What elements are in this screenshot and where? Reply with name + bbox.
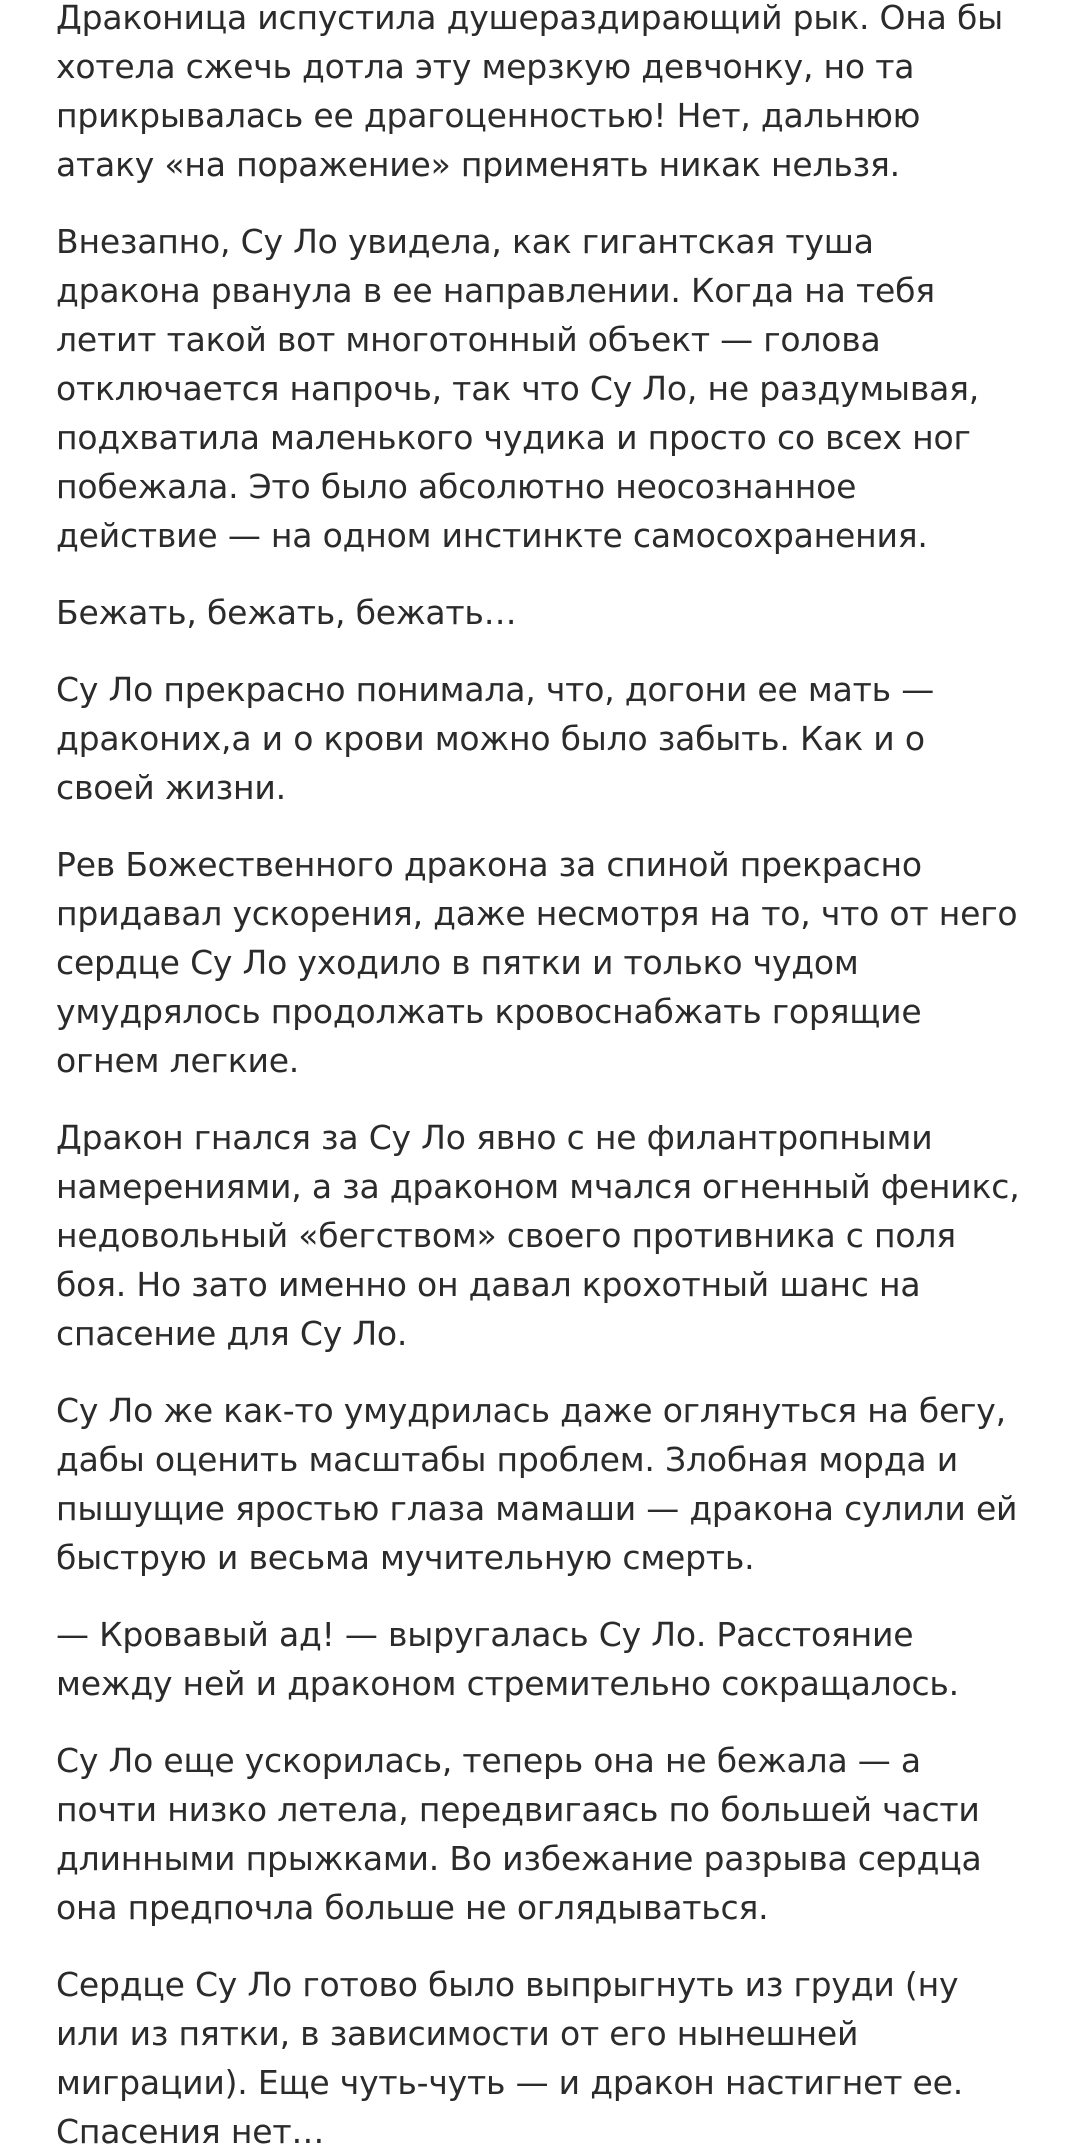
paragraph: Рев Божественного дракона за спиной прекрасно придавал ускорения, даже несмотря на то, что от него сердце Су Ло уходило в пятки и только чудом умудрялось продолжать кровоснабжать горящие огнем легкие. (56, 845, 1018, 1080)
paragraph: Драконица испустила душераздирающий рык. Она бы хотела сжечь дотла эту мерзкую девчонку, но та прикрывалась ее драгоценностью! Нет, дальнюю атаку «на поражение» применять никак нельзя. (56, 0, 1004, 184)
paragraph: Внезапно, Су Ло увидела, как гигантская туша дракона рванула в ее направлении. Когда на тебя летит такой вот многотонный объект — голова отключается напрочь, так что Су Ло, не раздумывая, подхватила маленького чудика и просто со всех ног побежала. Это было абсолютно неосознанное действие — на одном инстинкте самосохранения. (56, 222, 980, 555)
paragraph: Дракон гнался за Су Ло явно с не филантропными намерениями, а за драконом мчался огненный феникс, недовольный «бегством» своего противника с поля боя. Но зато именно он давал крохотный шанс на спасение для Су Ло. (56, 1118, 1020, 1353)
paragraph: Су Ло же как-то умудрилась даже оглянуться на бегу, дабы оценить масштабы проблем. Злобная морда и пышущие яростью глаза мамаши — дракона сулили ей быструю и весьма мучительную смерть. (56, 1391, 1018, 1577)
chapter-text (56, 0, 1024, 2156)
paragraph: Су Ло прекрасно понимала, что, догони ее мать — драконих,а и о крови можно было забыть. Как и о своей жизни. (56, 670, 934, 807)
paragraph: Су Ло еще ускорилась, теперь она не бежала — а почти низко летела, передвигаясь по большей части длинными прыжками. Во избежание разрыва сердца она предпочла больше не оглядываться. (56, 1741, 982, 1927)
paragraph: Сердце Су Ло готово было выпрыгнуть из груди (ну или из пятки, в зависимости от его нынешней миграции). Еще чуть-чуть — и дракон настигнет ее. Спасения нет… (56, 1965, 964, 2151)
paragraph: — Кровавый ад! — выругалась Су Ло. Расстояние между ней и драконом стремительно сокращалось. (56, 1615, 959, 1703)
paragraph: Бежать, бежать, бежать… (56, 593, 517, 632)
